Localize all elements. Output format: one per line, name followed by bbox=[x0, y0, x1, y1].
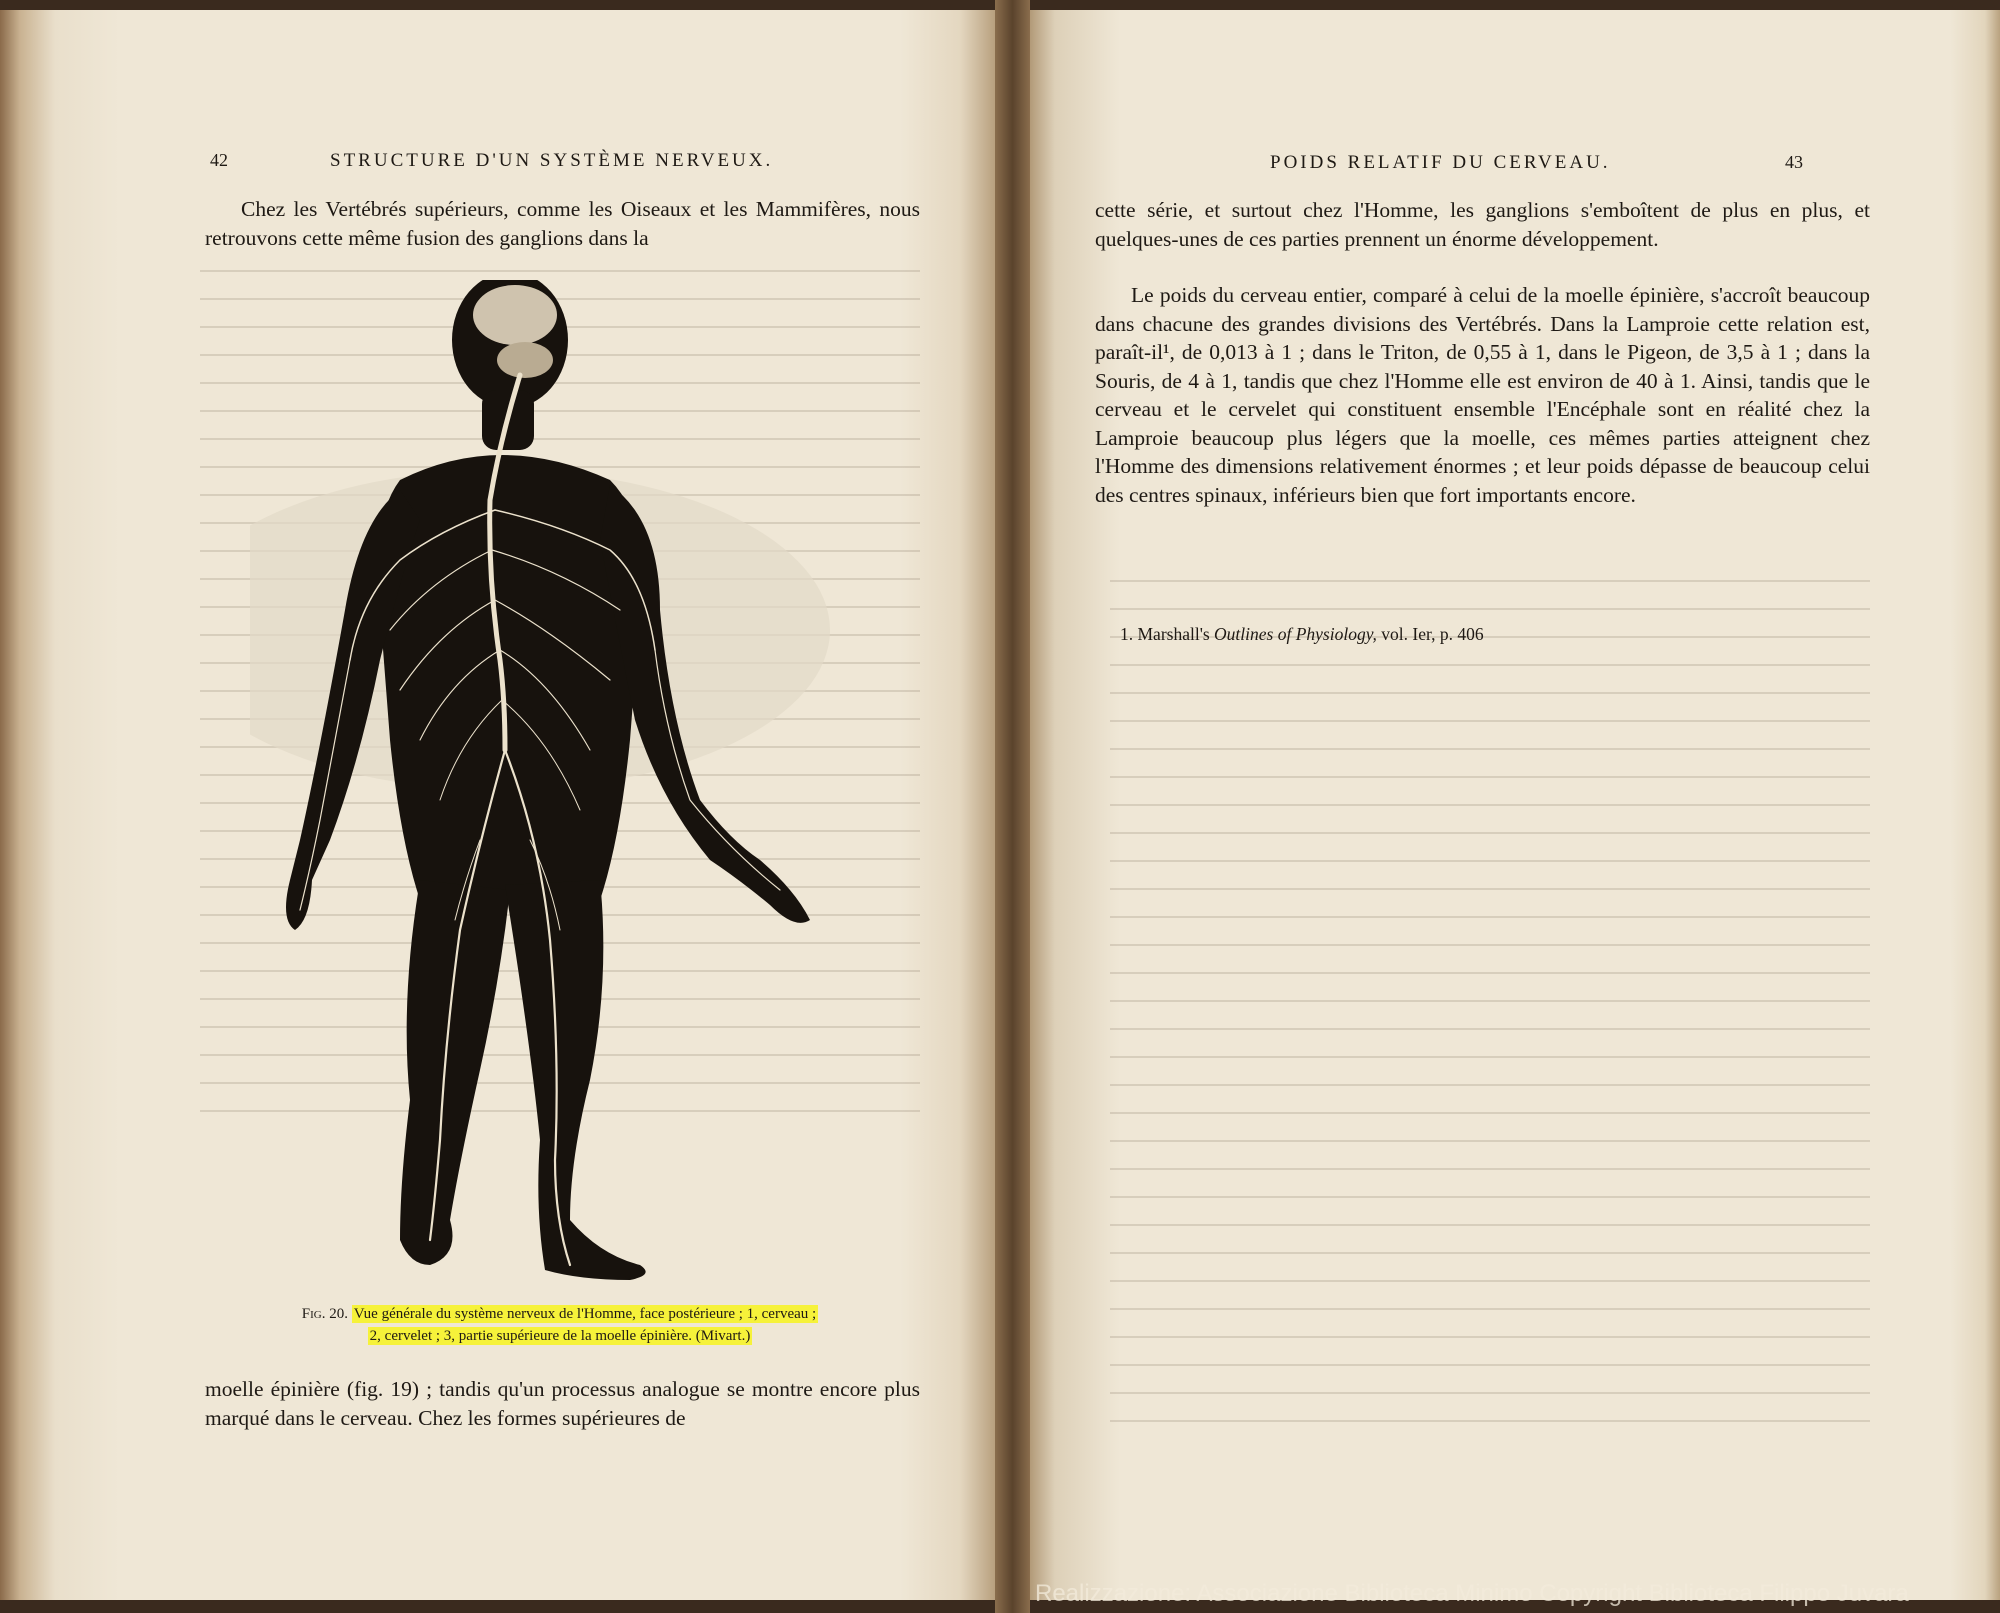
right-paragraph-2: Le poids du cerveau entier, comparé à celui de la moelle épinière, s'accroît beaucoup dans chacune des grandes divisions des Vertébrés. Dans la Lamproie cette relation est, paraît-il¹, de 0,013 à 1 ; dans le Triton, de 0,55 à 1, dans le Pigeon, de 3,5 à 1 ; dans la Souris, de 4 à 1, tandis que chez l'Homme elle est environ de 40 à 1. Ainsi, tandis que le cerveau et le cervelet qui constituent ensemble l'Encéphale sont en réalité chez la Lamproie beaucoup plus légers que la moelle, ces mêmes parties atteignent chez l'Homme des dimensions relativement énormes ; et leur poids dépasse de beaucoup celui des centres spinaux, inférieurs bien que fort importants encore. bbox=[1095, 283, 1870, 507]
left-page bbox=[0, 10, 995, 1600]
caption-line-1: Vue générale du système nerveux de l'Homme, face postérieure ; 1, cerveau ; bbox=[353, 1306, 817, 1322]
figure-caption bbox=[215, 1303, 905, 1347]
caption-line-2: 2, cervelet ; 3, partie supérieure de la moelle épinière. (Mivart.) bbox=[369, 1328, 751, 1344]
running-head-right: POIDS RELATIF DU CERVEAU. bbox=[1270, 152, 1611, 173]
footnote-number: 1. bbox=[1120, 624, 1134, 644]
page-number-right: 43 bbox=[1785, 152, 1803, 172]
right-paragraph-1: cette série, et surtout chez l'Homme, les ganglions s'emboîtent de plus en plus, et quelques-unes de ces parties prennent un énorme développement. bbox=[1095, 198, 1870, 251]
book-gutter bbox=[995, 0, 1030, 1613]
left-paragraph-top: Chez les Vertébrés supérieurs, comme les Oiseaux et les Mammifères, nous retrouvons cette même fusion des ganglions dans la bbox=[205, 197, 920, 250]
nervous-system-illustration bbox=[250, 280, 850, 1300]
right-page bbox=[1030, 10, 2000, 1600]
nervous-system-figure-svg bbox=[250, 280, 850, 1300]
show-through-text-right bbox=[1110, 580, 1870, 1440]
digitization-watermark: Realizzazione: Associazione Biblioteca Minimo Copyright Biblioteca Filippo Juvara bbox=[1035, 1580, 1909, 1607]
figure-label: Fig. 20. bbox=[301, 1306, 348, 1322]
footnote bbox=[1120, 622, 1860, 646]
footnote-author: Marshall's bbox=[1137, 624, 1210, 644]
running-head-left: STRUCTURE D'UN SYSTÈME NERVEUX. bbox=[330, 150, 774, 171]
footnote-title: Outlines of Physiology, bbox=[1214, 624, 1377, 644]
page-number-left: 42 bbox=[210, 150, 228, 170]
left-paragraph-bottom: moelle épinière (fig. 19) ; tandis qu'un processus analogue se montre encore plus marqué dans le cerveau. Chez les formes supérieures de bbox=[205, 1377, 920, 1430]
footnote-rest: vol. Ier, p. 406 bbox=[1381, 624, 1484, 644]
